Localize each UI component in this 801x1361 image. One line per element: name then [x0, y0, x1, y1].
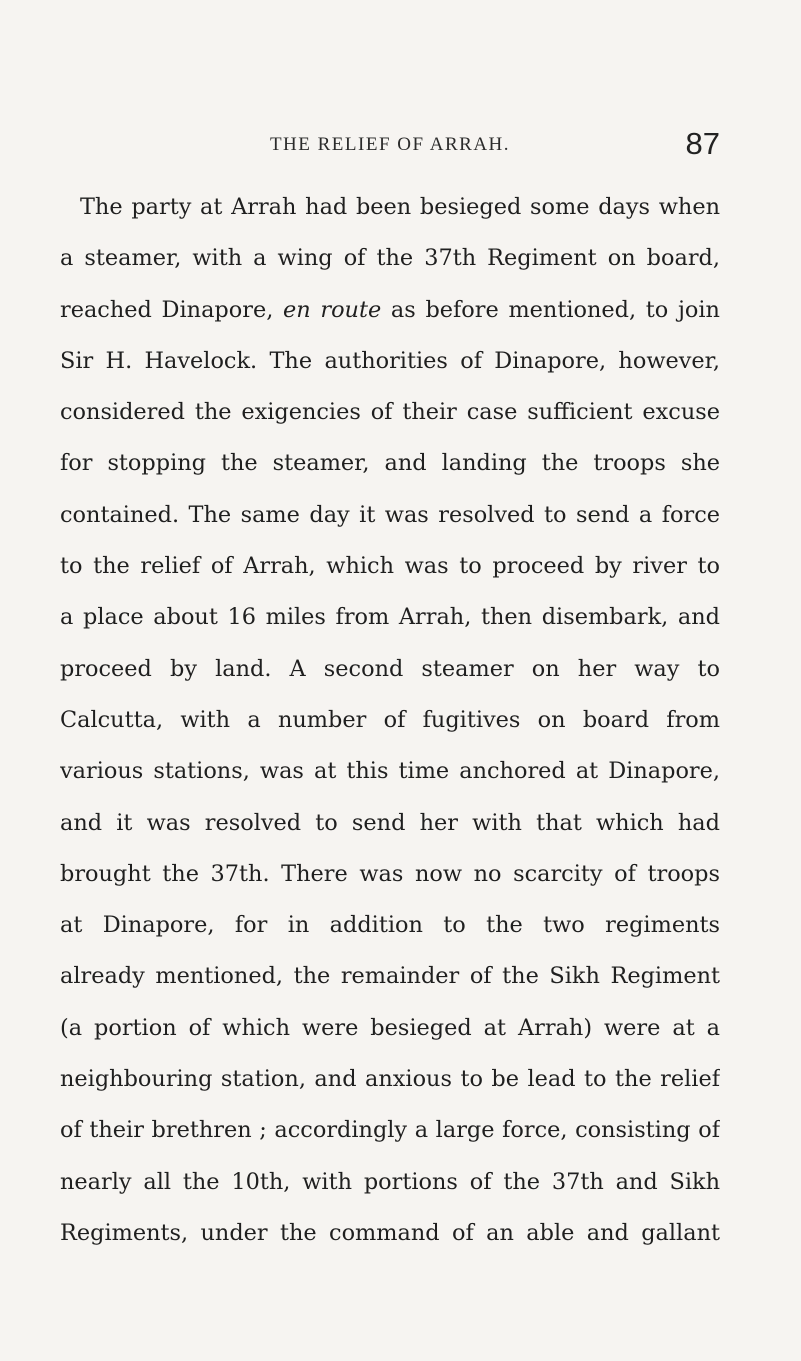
text-line: various stations, was at this time anchored at Dinapore,: [60, 758, 720, 785]
text-line: of their brethren ; accordingly a large force, consisting of: [60, 1117, 720, 1144]
text-line: reached Dinapore, en route as before mentioned, to join: [60, 296, 720, 323]
text-line: The party at Arrah had been besieged some days when: [80, 194, 720, 220]
body-text: [60, 182, 720, 1259]
text-line: at Dinapore, for in addition to the two regiments: [60, 912, 720, 939]
text-line: nearly all the 10th, with portions of the 37th and Sikh: [60, 1168, 720, 1195]
running-title: THE RELIEF OF ARRAH.: [269, 134, 511, 155]
text-line: neighbouring station, and anxious to be lead to the relief: [60, 1066, 720, 1093]
running-header: [60, 120, 720, 160]
text-line: a steamer, with a wing of the 37th Regiment on board,: [60, 245, 720, 272]
text-line: Regiments, under the command of an able and gallant: [60, 1219, 720, 1246]
text-line: to the relief of Arrah, which was to proceed by river to: [60, 553, 720, 580]
text-line: Sir H. Havelock. The authorities of Dinapore, however,: [60, 347, 720, 374]
text-line: for stopping the steamer, and landing the troops she: [60, 450, 720, 477]
text-line: considered the exigencies of their case sufficient excuse: [60, 399, 720, 426]
text-line: and it was resolved to send her with that which had: [60, 809, 720, 836]
italic-phrase: en route: [283, 296, 382, 323]
text-line: a place about 16 miles from Arrah, then disembark, and: [60, 604, 720, 631]
page-number: 87: [685, 126, 720, 161]
text-line: contained. The same day it was resolved to send a force: [60, 501, 720, 528]
text-line: Calcutta, with a number of fugitives on board from: [60, 706, 720, 733]
text-line: proceed by land. A second steamer on her way to: [60, 655, 720, 682]
text-line: (a portion of which were besieged at Arrah) were at a: [60, 1014, 720, 1041]
text-line: brought the 37th. There was now no scarcity of troops: [60, 860, 720, 887]
text-line: already mentioned, the remainder of the Sikh Regiment: [60, 963, 720, 990]
